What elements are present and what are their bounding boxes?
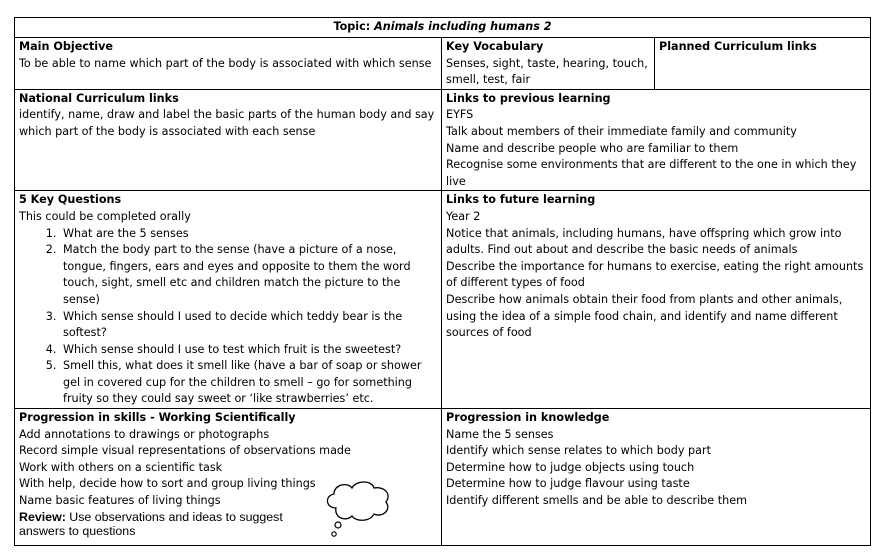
review-note bbox=[19, 510, 319, 539]
key-question-item: 5. Smell this, what does it smell like (have a bar of soap or shower gel in covered cup for the children to smell – go for something fruity so they could say sweet or ‘like strawberries’ etc. bbox=[60, 358, 437, 408]
key-vocabulary-cell bbox=[442, 38, 655, 90]
key-question-item: 1. What are the 5 senses bbox=[60, 226, 437, 243]
future-learning-line: Describe the importance for humans to exercise, eating the right amounts of different types of food bbox=[446, 259, 864, 290]
progression-skills-line: Add annotations to drawings or photographs bbox=[19, 427, 270, 441]
progression-knowledge-line: Identify different smells and be able to describe them bbox=[446, 494, 747, 508]
key-questions-cell bbox=[15, 191, 442, 409]
national-curriculum-cell bbox=[15, 89, 442, 191]
previous-learning-line: Recognise some environments that are different to the one in which they live bbox=[446, 158, 857, 188]
key-question-item: 3. Which sense should I used to decide which teddy bear is the softest? bbox=[60, 309, 437, 342]
national-curriculum-text: identify, name, draw and label the basic parts of the human body and say which part of the body is associated with each sense bbox=[19, 108, 435, 138]
progression-knowledge-line: Name the 5 senses bbox=[446, 427, 554, 441]
progression-skills-heading: Progression in skills - Working Scientifically bbox=[19, 411, 296, 425]
key-questions-intro: This could be completed orally bbox=[19, 209, 191, 223]
previous-learning-heading: Links to previous learning bbox=[446, 91, 611, 105]
planned-curriculum-cell bbox=[655, 38, 871, 90]
review-label: Review: bbox=[19, 509, 66, 524]
key-questions-list bbox=[19, 226, 437, 409]
key-question-item: 4. Which sense should I use to test which fruit is the sweetest? bbox=[60, 342, 437, 359]
key-question-item: 2. Match the body part to the sense (have a picture of a nose, tongue, fingers, ears and eyes and opposite to them the word touch, sight, smell etc and children match the picture to the sense) bbox=[60, 242, 437, 308]
progression-skills-line: Name basic features of living things bbox=[19, 494, 221, 508]
previous-learning-line: Talk about members of their immediate family and community bbox=[446, 124, 797, 138]
progression-knowledge-heading: Progression in knowledge bbox=[446, 411, 610, 425]
future-learning-line: Year 2 bbox=[446, 209, 481, 223]
key-vocabulary-text: Senses, sight, taste, hearing, touch, smell, test, fair bbox=[446, 56, 648, 87]
progression-knowledge-line: Determine how to judge objects using touch bbox=[446, 460, 695, 474]
previous-learning-line: Name and describe people who are familiar to them bbox=[446, 141, 739, 155]
planned-curriculum-heading: Planned Curriculum links bbox=[659, 40, 817, 53]
previous-learning-cell bbox=[442, 89, 871, 191]
progression-knowledge-line: Identify which sense relates to which body part bbox=[446, 444, 711, 458]
future-learning-line: Describe how animals obtain their food from plants and other animals, using the idea of a simple food chain, and identify and name different sources of food bbox=[446, 292, 843, 340]
progression-knowledge-cell bbox=[442, 409, 871, 546]
main-objective-heading: Main Objective bbox=[19, 40, 114, 53]
progression-knowledge-line: Determine how to judge flavour using taste bbox=[446, 477, 690, 491]
topic-value: Animals including humans 2 bbox=[374, 20, 552, 33]
review-text: Use observations and ideas to suggest answers to questions bbox=[19, 509, 283, 539]
future-learning-heading: Links to future learning bbox=[446, 193, 596, 207]
future-learning-cell bbox=[442, 191, 871, 409]
progression-skills-line: Work with others on a scientific task bbox=[19, 460, 223, 474]
previous-learning-line: EYFS bbox=[446, 108, 474, 122]
main-objective-cell bbox=[15, 38, 442, 90]
topic-label: Topic: bbox=[333, 20, 371, 33]
lesson-plan bbox=[14, 17, 870, 542]
progression-skills-line: Record simple visual representations of observations made bbox=[19, 444, 351, 458]
thought-cloud-icon bbox=[322, 478, 394, 546]
main-objective-text: To be able to name which part of the body is associated with which sense bbox=[19, 56, 432, 70]
progression-skills-line: With help, decide how to sort and group living things bbox=[19, 477, 316, 491]
national-curriculum-heading: National Curriculum links bbox=[19, 91, 179, 105]
future-learning-line: Notice that animals, including humans, have offspring which grow into adults. Find out about and describe the basic needs of animals bbox=[446, 226, 842, 257]
topic-title bbox=[15, 18, 871, 38]
lesson-plan-table bbox=[14, 17, 871, 546]
key-vocabulary-heading: Key Vocabulary bbox=[446, 40, 544, 53]
key-questions-heading: 5 Key Questions bbox=[19, 193, 122, 207]
